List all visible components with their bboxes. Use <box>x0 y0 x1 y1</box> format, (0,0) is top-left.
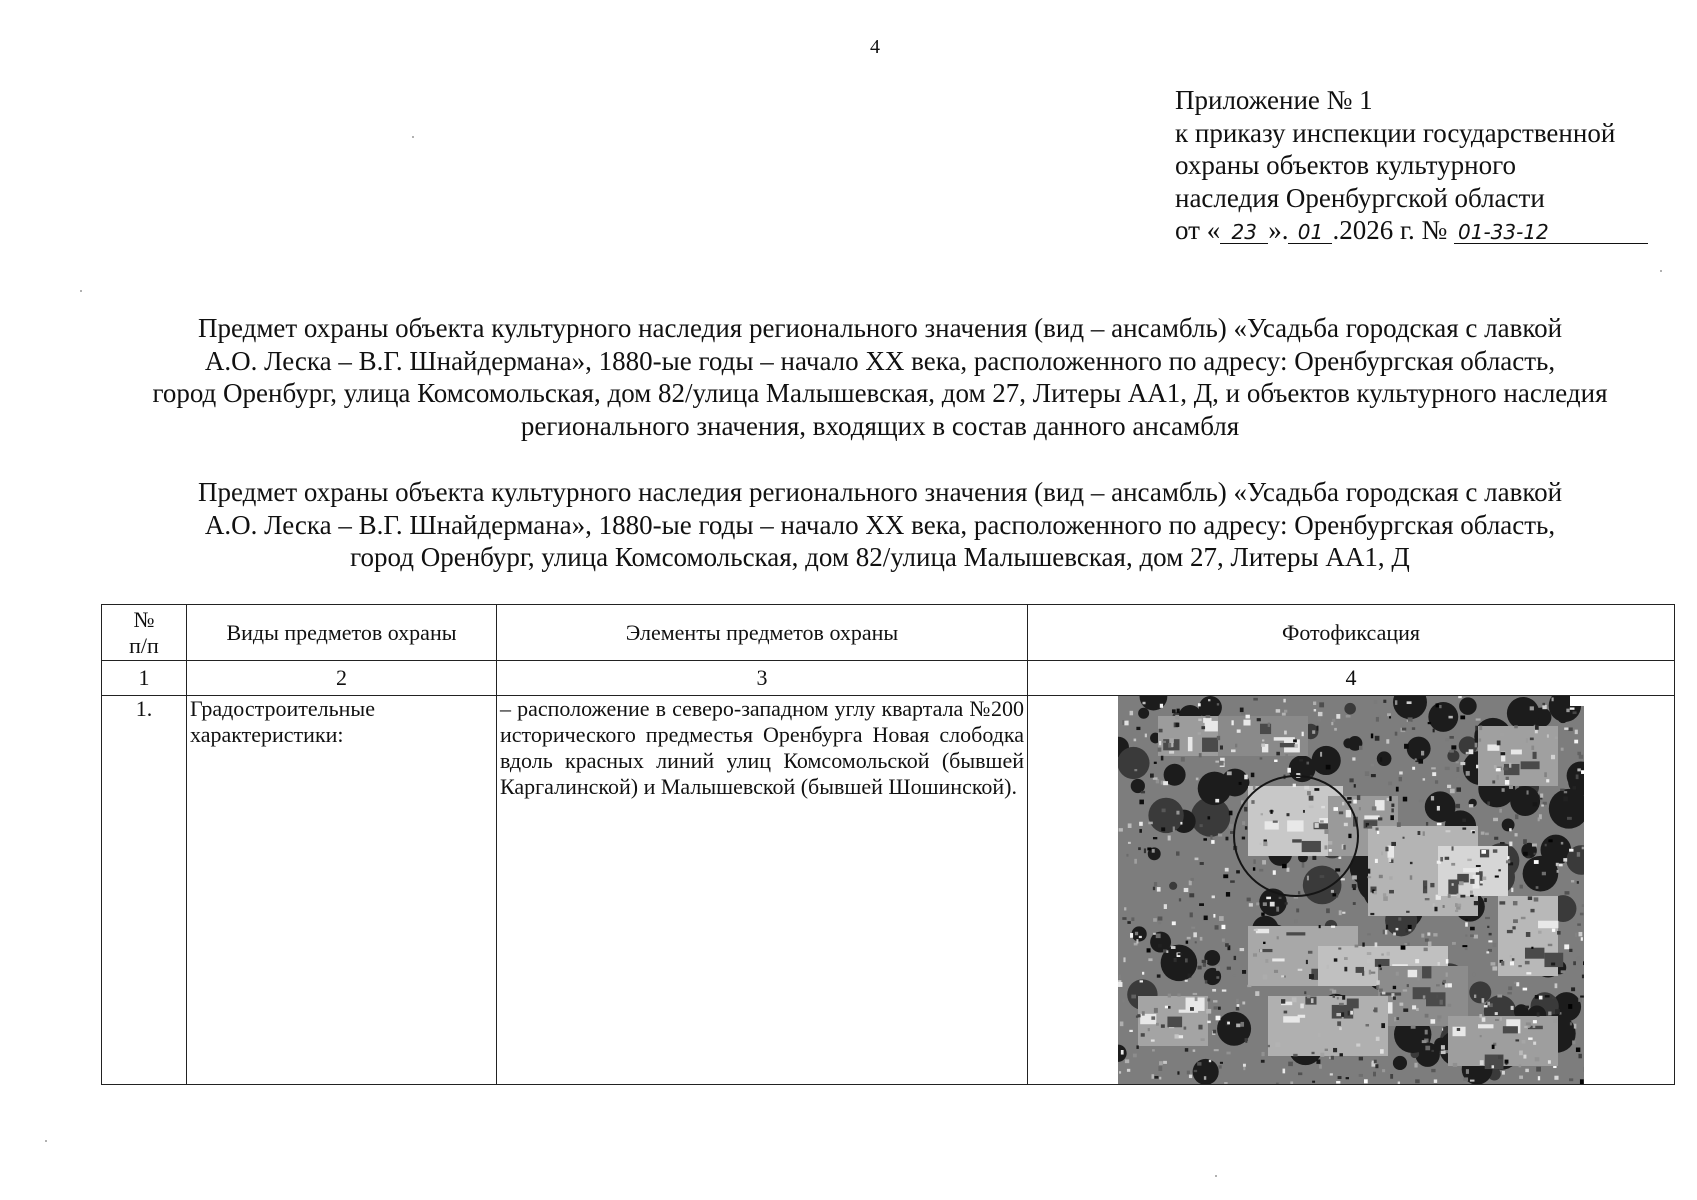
column-number-row <box>102 661 1675 696</box>
date-prefix: от « <box>1175 215 1221 245</box>
appendix-line-2: к приказу инспекции государственной <box>1175 117 1616 148</box>
title-line: регионального значения, входящих в состав данного ансамбля <box>520 410 1240 441</box>
table-header-row <box>102 605 1675 661</box>
row-type: Градостроительные характеристики: <box>187 696 497 1085</box>
handwritten-month: 01 <box>1288 221 1332 244</box>
header-number-abbr: п/п <box>129 632 159 658</box>
aerial-photo <box>1118 696 1584 1084</box>
appendix-line-3: охраны объектов культурного <box>1175 150 1516 180</box>
header-photo: Фотофиксация <box>1028 605 1675 661</box>
table-row <box>102 696 1675 1085</box>
protection-subject-table <box>101 604 1675 1085</box>
title-line: Предмет охраны объекта культурного наследия регионального значения (вид – ансамбль) «Усадьба городская с лавкой <box>197 313 1563 343</box>
section-title <box>90 476 1670 574</box>
page-number: 4 <box>870 36 880 58</box>
date-mid: ». <box>1268 215 1289 245</box>
document-title <box>90 312 1670 442</box>
row-number: 1. <box>102 696 187 1085</box>
header-types: Виды предметов охраны <box>187 605 497 661</box>
column-number: 3 <box>497 661 1028 696</box>
column-number: 4 <box>1028 661 1675 696</box>
column-number: 1 <box>102 661 187 696</box>
subtitle-line: А.О. Леска – В.Г. Шнайдермана», 1880-ые годы – начало XX века, расположенного по адресу: Оренбургская область, <box>204 509 1556 540</box>
title-line: А.О. Леска – В.Г. Шнайдермана», 1880-ые годы – начало XX века, расположенного по адресу: Оренбургская область, <box>204 345 1556 376</box>
subtitle-line: город Оренбург, улица Комсомольская, дом 82/улица Малышевская, дом 27, Литеры АА1, Д <box>350 542 1410 572</box>
appendix-date-line <box>1175 214 1685 247</box>
header-elements: Элементы предметов охраны <box>497 605 1028 661</box>
header-number <box>102 605 187 661</box>
appendix-header <box>1175 84 1685 247</box>
title-line: город Оренбург, улица Комсомольская, дом 82/улица Малышевская, дом 27, Литеры АА1, Д, и объектов культурного наследия <box>152 378 1608 408</box>
subtitle-line: Предмет охраны объекта культурного наследия регионального значения (вид – ансамбль) «Усадьба городская с лавкой <box>197 477 1563 507</box>
handwritten-day: 23 <box>1220 221 1268 244</box>
appendix-line-4: наследия Оренбургской области <box>1175 182 1545 213</box>
date-year: .2026 г. № <box>1332 215 1448 245</box>
header-number-sign: № <box>133 606 155 632</box>
row-photo <box>1028 696 1675 1085</box>
appendix-line-1: Приложение № 1 <box>1175 85 1373 115</box>
column-number: 2 <box>187 661 497 696</box>
row-elements: – расположение в северо-западном углу квартала №200 исторического предместья Оренбурга Новая слободка вдоль красных линий улиц Комсомольской (бывшей Каргалинской) и Малышевской (бывшей Шошинской). <box>497 696 1028 1085</box>
handwritten-order-number: 01-33-12 <box>1454 221 1648 244</box>
